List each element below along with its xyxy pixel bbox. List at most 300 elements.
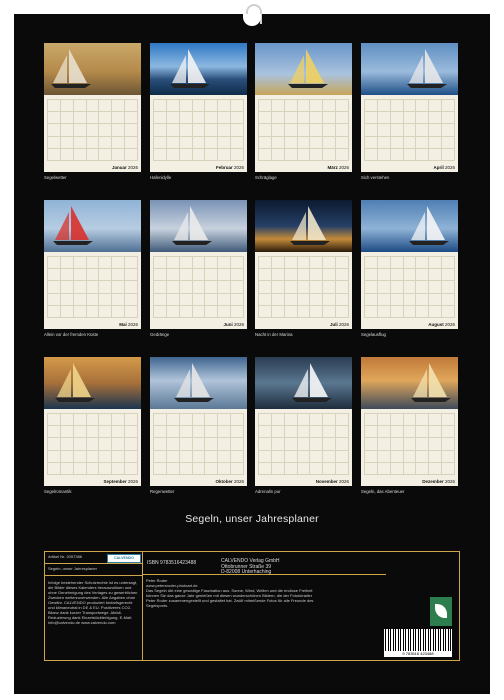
month-photo: [255, 43, 352, 95]
day-cell: [271, 148, 284, 160]
day-cell: [112, 269, 125, 281]
day-cell: [112, 112, 125, 124]
day-cell: [271, 426, 284, 438]
day-cell: [154, 148, 167, 160]
calendar-title: Segeln, unser Jahresplaner: [185, 513, 319, 525]
month-label: [316, 479, 349, 484]
day-cell: [259, 293, 272, 305]
month-caption: Schräglage: [255, 175, 277, 180]
day-cell: [284, 293, 297, 305]
article-number: Artikel Nr. 2057386: [48, 554, 83, 559]
day-cell: [48, 269, 61, 281]
day-cell: [205, 281, 218, 293]
month-name: Juli: [329, 322, 338, 327]
day-cell: [323, 305, 336, 317]
day-cell: [60, 257, 73, 269]
month-caption: Segeln, das Abenteuer: [361, 489, 405, 494]
month-label: [112, 165, 138, 170]
day-cell: [336, 305, 349, 317]
day-cell: [231, 257, 244, 269]
day-cell: [125, 293, 138, 305]
day-cell: [403, 462, 416, 474]
day-cell: [310, 438, 323, 450]
month-name: August: [428, 322, 444, 327]
info-left-column: [45, 552, 143, 660]
day-cell: [429, 426, 442, 438]
month-label: [103, 479, 138, 484]
day-cell: [336, 426, 349, 438]
day-cell: [442, 148, 455, 160]
month-name: Dezember: [422, 479, 444, 484]
month-year: 2026: [444, 165, 455, 170]
day-cell: [336, 450, 349, 462]
day-cell: [271, 462, 284, 474]
month-grid: [361, 95, 458, 172]
day-cell: [154, 426, 167, 438]
day-cell: [416, 462, 429, 474]
day-cell: [60, 414, 73, 426]
day-cell: [377, 293, 390, 305]
day-cell: [259, 426, 272, 438]
month-caption: Segelausflug: [361, 332, 386, 337]
day-cell: [297, 136, 310, 148]
sailboat-illustration: [361, 200, 458, 252]
day-cell: [403, 112, 416, 124]
isbn: ISBN 9783516423488: [147, 560, 197, 566]
month-name: Juni: [223, 322, 233, 327]
day-cell: [259, 305, 272, 317]
day-cell: [377, 438, 390, 450]
day-cell: [86, 438, 99, 450]
day-cell: [323, 257, 336, 269]
fsc-leaf-icon: [430, 597, 452, 626]
day-cell: [390, 426, 403, 438]
day-cell: [99, 100, 112, 112]
day-cell: [99, 112, 112, 124]
day-cell: [166, 136, 179, 148]
sailboat-illustration: [255, 43, 352, 95]
day-cell: [310, 269, 323, 281]
day-cell: [48, 450, 61, 462]
sailboat-illustration: [361, 43, 458, 95]
day-cell: [284, 124, 297, 136]
day-cell: [259, 100, 272, 112]
day-cell: [166, 450, 179, 462]
month-name: Oktober: [215, 479, 233, 484]
day-cell: [192, 136, 205, 148]
day-cell: [442, 112, 455, 124]
month-grid: [255, 95, 352, 172]
day-cell: [297, 124, 310, 136]
day-cell: [336, 414, 349, 426]
day-cell: [218, 112, 231, 124]
day-cell: [166, 281, 179, 293]
month-2: [150, 43, 247, 180]
divider: [143, 574, 386, 575]
day-cell: [154, 269, 167, 281]
day-cell: [192, 438, 205, 450]
day-cell: [154, 293, 167, 305]
author-block: Peter Roder www.petersroder-photoart.de Das Segeln übt eine gewaltige Faszination aus. Sonne, Wind, Wellen und die endlose Freiheit können Sie das ganze Jahr genießen mit diesen wunderschönen Bildern, die der Fotokünstler Peter Roder zusammengestellt und gestaltet hat. Zwölf mitreißende Fotos für alle Freunde des Segelsports.: [146, 578, 314, 608]
day-cell: [284, 136, 297, 148]
month-year: 2026: [444, 322, 455, 327]
day-cell: [310, 450, 323, 462]
day-cell: [86, 148, 99, 160]
day-cell: [179, 293, 192, 305]
day-cell: [48, 305, 61, 317]
day-cell: [218, 257, 231, 269]
day-cell: [297, 281, 310, 293]
day-cell: [179, 281, 192, 293]
day-cell: [323, 462, 336, 474]
barcode-number: 9 783516 423488: [384, 651, 452, 657]
day-cell: [403, 136, 416, 148]
day-cell: [179, 462, 192, 474]
day-cell: [403, 257, 416, 269]
day-cell: [377, 269, 390, 281]
day-cell: [271, 124, 284, 136]
day-cell: [416, 305, 429, 317]
day-cell: [284, 148, 297, 160]
month-year: 2026: [444, 479, 455, 484]
day-cell: [390, 281, 403, 293]
day-cell: [429, 450, 442, 462]
day-cell: [310, 257, 323, 269]
month-11: [255, 357, 352, 494]
day-cell: [416, 438, 429, 450]
day-cell: [310, 148, 323, 160]
day-cell: [390, 414, 403, 426]
month-photo: [44, 200, 141, 252]
day-cell: [429, 414, 442, 426]
month-grid: [255, 252, 352, 329]
day-cell: [112, 100, 125, 112]
day-cell: [205, 100, 218, 112]
day-cell: [205, 450, 218, 462]
day-cell: [73, 462, 86, 474]
month-grid: [255, 409, 352, 486]
day-cell: [336, 100, 349, 112]
day-cell: [86, 136, 99, 148]
day-cell: [259, 148, 272, 160]
day-cell: [99, 450, 112, 462]
month-grid: [150, 252, 247, 329]
day-cell: [73, 414, 86, 426]
day-cell: [86, 112, 99, 124]
month-grid: [361, 409, 458, 486]
day-cell: [179, 305, 192, 317]
day-cell: [231, 438, 244, 450]
day-cell: [390, 305, 403, 317]
info-box: [44, 551, 460, 661]
month-grid: [44, 409, 141, 486]
month-year: 2026: [127, 165, 138, 170]
month-3: [255, 43, 352, 180]
day-cell: [125, 462, 138, 474]
month-8: [361, 200, 458, 337]
day-cell: [48, 293, 61, 305]
month-label: [428, 322, 455, 327]
day-cell: [166, 124, 179, 136]
month-year: 2026: [127, 479, 138, 484]
day-cell: [205, 414, 218, 426]
day-cell: [297, 414, 310, 426]
day-cell: [218, 450, 231, 462]
month-1: [44, 43, 141, 180]
day-cell: [442, 293, 455, 305]
day-cell: [154, 124, 167, 136]
day-cell: [323, 450, 336, 462]
day-cell: [112, 136, 125, 148]
day-cell: [259, 112, 272, 124]
day-cell: [218, 281, 231, 293]
day-cell: [259, 281, 272, 293]
day-cell: [60, 281, 73, 293]
day-cell: [154, 112, 167, 124]
day-cell: [112, 124, 125, 136]
legal-text: Infolge bestehender Schutzrechte ist es untersagt, die Bilder dieses Kalenders herauszulösen und ohne Genehmigung des Verlages zu gewerblichen Zwecken weiterzuverwenden. Alle Angaben ohne Gewähr. CALVENDO produziert bedarfsgerecht und klimaneutral in DE & EU. Positiveres CO2-Bilanz dank kurzer Transportwege. Abfall-Reduzierung dank Einzelstückfertigung. E-Mail: info@calvendo.de www.calvendo.com: [48, 580, 138, 625]
day-cell: [259, 450, 272, 462]
day-cell: [60, 269, 73, 281]
day-cell: [284, 269, 297, 281]
day-cell: [99, 414, 112, 426]
day-cell: [179, 100, 192, 112]
day-cell: [218, 293, 231, 305]
day-cell: [125, 426, 138, 438]
day-cell: [73, 281, 86, 293]
month-photo: [44, 43, 141, 95]
month-grid: [361, 252, 458, 329]
day-cell: [60, 293, 73, 305]
day-cell: [86, 281, 99, 293]
day-cell: [205, 462, 218, 474]
day-cell: [73, 426, 86, 438]
day-cell: [154, 450, 167, 462]
day-cell: [323, 136, 336, 148]
day-cell: [125, 281, 138, 293]
day-cell: [390, 100, 403, 112]
month-caption: Segelromantik: [44, 489, 72, 494]
day-cell: [284, 305, 297, 317]
sailboat-illustration: [44, 200, 141, 252]
day-cell: [377, 100, 390, 112]
day-cell: [192, 305, 205, 317]
day-cell: [416, 426, 429, 438]
sailboat-illustration: [255, 357, 352, 409]
month-year: 2026: [233, 165, 244, 170]
day-cell: [231, 305, 244, 317]
day-cell: [99, 293, 112, 305]
day-cell: [179, 148, 192, 160]
day-cell: [284, 112, 297, 124]
day-cell: [125, 100, 138, 112]
day-cell: [271, 281, 284, 293]
day-cell: [442, 426, 455, 438]
sailboat-illustration: [150, 200, 247, 252]
day-cell: [390, 269, 403, 281]
day-cell: [179, 124, 192, 136]
day-cell: [271, 100, 284, 112]
day-cell: [336, 281, 349, 293]
day-cell: [166, 112, 179, 124]
day-cell: [166, 100, 179, 112]
month-4: [361, 43, 458, 180]
day-cell: [365, 305, 378, 317]
day-cell: [365, 112, 378, 124]
day-cell: [112, 450, 125, 462]
day-cell: [99, 305, 112, 317]
day-cell: [323, 293, 336, 305]
day-cell: [442, 414, 455, 426]
day-cell: [166, 414, 179, 426]
day-cell: [336, 257, 349, 269]
day-cell: [390, 293, 403, 305]
day-cell: [403, 438, 416, 450]
day-cell: [310, 112, 323, 124]
day-cell: [179, 414, 192, 426]
day-cell: [60, 305, 73, 317]
day-cell: [231, 124, 244, 136]
month-name: September: [103, 479, 127, 484]
day-cell: [284, 281, 297, 293]
day-cell: [154, 257, 167, 269]
day-cell: [154, 462, 167, 474]
day-cell: [205, 148, 218, 160]
day-cell: [99, 281, 112, 293]
day-cell: [416, 112, 429, 124]
month-name: April: [433, 165, 444, 170]
day-cell: [166, 148, 179, 160]
day-cell: [390, 136, 403, 148]
day-cell: [377, 136, 390, 148]
day-cell: [377, 426, 390, 438]
day-cell: [192, 100, 205, 112]
day-cell: [310, 305, 323, 317]
day-cell: [365, 462, 378, 474]
day-cell: [390, 112, 403, 124]
day-cell: [125, 112, 138, 124]
month-photo: [255, 357, 352, 409]
day-cell: [429, 438, 442, 450]
day-cell: [390, 438, 403, 450]
day-cell: [323, 112, 336, 124]
day-cell: [205, 438, 218, 450]
sailboat-illustration: [44, 43, 141, 95]
day-cell: [192, 450, 205, 462]
day-cell: [60, 124, 73, 136]
day-cell: [179, 257, 192, 269]
day-cell: [259, 257, 272, 269]
day-cell: [310, 124, 323, 136]
day-cell: [442, 305, 455, 317]
day-cell: [73, 148, 86, 160]
day-cell: [442, 462, 455, 474]
day-cell: [284, 438, 297, 450]
day-cell: [429, 281, 442, 293]
day-cell: [416, 281, 429, 293]
day-cell: [429, 136, 442, 148]
month-photo: [150, 200, 247, 252]
month-caption: Regenwetter: [150, 489, 175, 494]
day-cell: [73, 293, 86, 305]
day-cell: [284, 257, 297, 269]
day-cell: [377, 450, 390, 462]
day-cell: [179, 269, 192, 281]
day-cell: [323, 100, 336, 112]
month-name: März: [327, 165, 338, 170]
day-cell: [86, 269, 99, 281]
day-cell: [429, 124, 442, 136]
day-cell: [365, 438, 378, 450]
day-cell: [231, 426, 244, 438]
day-cell: [99, 462, 112, 474]
day-cell: [416, 100, 429, 112]
day-cell: [48, 462, 61, 474]
day-cell: [271, 112, 284, 124]
day-cell: [259, 136, 272, 148]
day-cell: [284, 426, 297, 438]
day-cell: [60, 112, 73, 124]
month-label: [119, 322, 138, 327]
day-cell: [336, 269, 349, 281]
day-cell: [297, 305, 310, 317]
day-cell: [323, 426, 336, 438]
month-year: 2026: [233, 479, 244, 484]
day-cell: [60, 426, 73, 438]
day-cell: [125, 124, 138, 136]
day-cell: [112, 305, 125, 317]
day-cell: [259, 414, 272, 426]
day-cell: [125, 414, 138, 426]
day-cell: [429, 100, 442, 112]
month-label: [433, 165, 455, 170]
day-cell: [86, 426, 99, 438]
day-cell: [218, 269, 231, 281]
day-cell: [323, 438, 336, 450]
day-cell: [218, 148, 231, 160]
day-cell: [271, 414, 284, 426]
day-cell: [99, 426, 112, 438]
day-cell: [297, 426, 310, 438]
day-cell: [377, 124, 390, 136]
day-cell: [154, 136, 167, 148]
day-cell: [310, 462, 323, 474]
day-cell: [179, 426, 192, 438]
day-cell: [60, 462, 73, 474]
day-cell: [86, 257, 99, 269]
month-grid: [150, 95, 247, 172]
month-caption: Sich verstehen: [361, 175, 390, 180]
day-cell: [192, 257, 205, 269]
day-cell: [154, 305, 167, 317]
day-cell: [48, 136, 61, 148]
day-cell: [365, 414, 378, 426]
day-cell: [179, 450, 192, 462]
day-cell: [323, 414, 336, 426]
day-cell: [416, 414, 429, 426]
day-cell: [166, 257, 179, 269]
day-cell: [442, 281, 455, 293]
day-cell: [259, 462, 272, 474]
day-cell: [297, 100, 310, 112]
day-cell: [310, 100, 323, 112]
month-year: 2026: [127, 322, 138, 327]
day-cell: [86, 124, 99, 136]
month-name: Februar: [215, 165, 233, 170]
month-photo: [361, 357, 458, 409]
day-cell: [271, 257, 284, 269]
day-cell: [231, 100, 244, 112]
